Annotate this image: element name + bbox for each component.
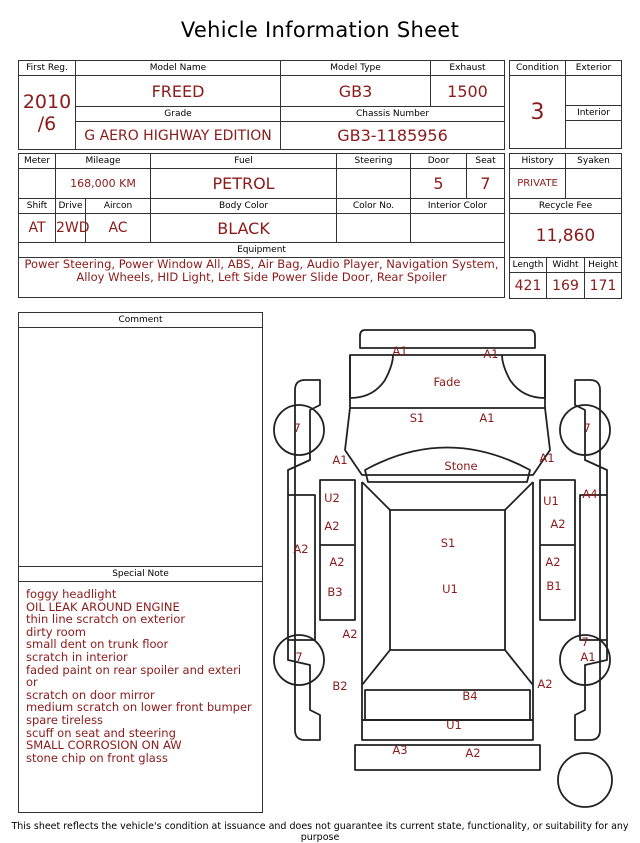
mark-windshield: Stone	[444, 459, 478, 473]
height-label: Height	[585, 258, 622, 273]
mark-wheel-rear-left: 7	[295, 650, 303, 664]
condition-table	[509, 60, 622, 149]
fuel-label: Fuel	[151, 154, 337, 169]
mark-rear-bumper-left: A3	[392, 743, 408, 757]
door-label: Door	[411, 154, 467, 169]
note-item: dirty room	[26, 624, 86, 639]
interior-label: Interior	[566, 106, 622, 121]
first-reg-month: /6	[37, 112, 57, 135]
history-value: PRIVATE	[510, 169, 566, 199]
first-reg-year: 2010	[22, 90, 72, 113]
note-item: stone chip on front glass	[26, 750, 168, 765]
mark-rear-glass: B4	[462, 689, 478, 703]
comment-box	[18, 312, 263, 567]
rear-glass-outline	[365, 690, 530, 720]
model-type-value: GB3	[281, 76, 431, 107]
width-value: 169	[547, 273, 585, 299]
syaken-value	[566, 169, 622, 199]
mark-tailgate: U1	[446, 718, 462, 732]
interior-color-label: Interior Color	[411, 199, 505, 214]
headlight-left-outline	[350, 355, 393, 398]
note-item: foggy headlight	[26, 587, 117, 601]
page-title: Vehicle Information Sheet	[180, 18, 460, 42]
door-value: 5	[411, 169, 467, 199]
mark-hood: Fade	[433, 375, 461, 389]
recycle-fee-value: 11,860	[510, 214, 622, 258]
rear-pillar-left-outline	[362, 650, 390, 685]
mark-wheel-front-left: 7	[293, 421, 301, 435]
note-item: scratch on door mirror	[26, 687, 155, 702]
mark-rocker-right: A4	[582, 487, 598, 501]
right-rocker-outline	[580, 495, 607, 640]
exterior-label: Exterior	[566, 61, 622, 76]
mark-rear-door-right-1: A2	[545, 555, 561, 569]
grade-value: G AERO HIGHWAY EDITION	[76, 122, 281, 150]
chassis-number-value: GB3-1185956	[281, 122, 505, 150]
note-item: medium scratch on lower front bumper	[26, 700, 252, 715]
a-pillar-left-outline	[362, 482, 390, 510]
mark-front-bumper-left: A1	[392, 344, 408, 358]
history-table	[509, 153, 622, 299]
color-no-value	[337, 214, 411, 243]
mark-rear-door-left-1: A2	[329, 555, 345, 569]
comment-label: Comment	[19, 313, 262, 328]
rear-pillar-right-outline	[505, 650, 533, 685]
model-type-label: Model Type	[281, 61, 431, 76]
mark-front-door-right-1: U1	[543, 494, 559, 508]
steering-value	[337, 169, 411, 199]
spare-wheel-outline	[558, 753, 612, 807]
meter-label: Meter	[19, 154, 56, 169]
height-value: 171	[585, 273, 622, 299]
seat-label: Seat	[467, 154, 505, 169]
mark-wheel-rear-right: 7	[581, 635, 589, 649]
front-bumper-outline	[360, 330, 535, 348]
steering-label: Steering	[337, 154, 411, 169]
mark-rear-door-left-2: B3	[327, 585, 343, 599]
mark-front-door-left-1: U2	[324, 491, 340, 505]
mark-front-fender-right: A1	[479, 411, 495, 425]
color-no-label: Color No.	[337, 199, 411, 214]
length-label: Length	[510, 258, 547, 273]
aircon-label: Aircon	[86, 199, 151, 214]
mark-front-door-right-2: A2	[550, 517, 566, 531]
seat-value: 7	[467, 169, 505, 199]
body-outline	[362, 482, 533, 720]
special-notes-list	[26, 588, 252, 764]
a-pillar-right-outline	[505, 482, 533, 510]
note-item: or	[26, 675, 38, 690]
mileage-label: Mileage	[56, 154, 151, 169]
aircon-value: AC	[86, 214, 151, 243]
exhaust-value: 1500	[431, 76, 505, 107]
mark-pillar-left: A1	[332, 453, 348, 467]
mark-rear-door-right-2: B1	[546, 579, 562, 593]
note-item: OIL LEAK AROUND ENGINE	[26, 599, 180, 614]
note-item: small dent on trunk floor	[26, 637, 169, 652]
drive-label: Drive	[56, 199, 86, 214]
drive-value: 2WD	[56, 214, 86, 243]
syaken-label: Syaken	[566, 154, 622, 169]
rear-bumper-outline	[355, 745, 540, 770]
first-reg-value	[19, 76, 76, 150]
grade-label: Grade	[76, 107, 281, 122]
roof-outline	[390, 510, 505, 650]
condition-label: Condition	[510, 61, 566, 76]
body-color-label: Body Color	[151, 199, 337, 214]
recycle-fee-label: Recycle Fee	[510, 199, 622, 214]
mark-rocker-left: A2	[293, 542, 309, 556]
body-color-value: BLACK	[151, 214, 337, 243]
note-item: thin line scratch on exterior	[26, 612, 186, 627]
car-damage-diagram	[265, 320, 625, 815]
model-name-label: Model Name	[76, 61, 281, 76]
shift-label: Shift	[19, 199, 56, 214]
first-reg-label: First Reg.	[19, 61, 76, 76]
mark-rear-quarter-left: B2	[332, 679, 348, 693]
specs-table	[18, 153, 505, 298]
headlight-right-outline	[502, 355, 545, 398]
interior-color-value	[411, 214, 505, 243]
left-rocker-outline	[288, 495, 315, 640]
mark-wheel-rear-right-damage: A1	[580, 650, 596, 664]
mark-front-bumper-right: A1	[483, 347, 499, 361]
shift-value: AT	[19, 214, 56, 243]
condition-value: 3	[510, 76, 566, 149]
mark-wheel-front-right: 7	[583, 421, 591, 435]
chassis-number-label: Chassis Number	[281, 107, 505, 122]
mark-roof-2: U1	[442, 582, 458, 596]
length-value: 421	[510, 273, 547, 299]
history-label: History	[510, 154, 566, 169]
note-item: faded paint on rear spoiler and exteri	[26, 662, 242, 677]
special-note-label: Special Note	[19, 567, 262, 582]
mark-rear-quarter-right: A2	[537, 677, 553, 691]
note-item: spare tireless	[26, 712, 104, 727]
registration-table	[18, 60, 505, 150]
meter-value	[19, 169, 56, 199]
fuel-value: PETROL	[151, 169, 337, 199]
mark-rear-bumper-right: A2	[465, 746, 481, 760]
note-item: scuff on seat and steering	[26, 725, 176, 740]
mark-quarter-left: A2	[342, 627, 358, 641]
disclaimer-footer: This sheet reflects the vehicle's condition at issuance and does not guarantee its current state, functionality, or suitability for any purpose	[11, 821, 629, 843]
equipment-value: Power Steering, Power Window All, ABS, Air Bag, Audio Player, Navigation System, Alloy Wheels, HID Light, Left Side Power Slide Door, Rear Spoiler	[19, 258, 505, 298]
exterior-value	[566, 76, 622, 106]
exhaust-label: Exhaust	[431, 61, 505, 76]
model-name-value: FREED	[76, 76, 281, 107]
mark-roof-1: S1	[440, 536, 456, 550]
mark-front-fender-left: S1	[409, 411, 425, 425]
mark-front-door-left-2: A2	[324, 519, 340, 533]
width-label: Widht	[547, 258, 585, 273]
mark-pillar-right: A1	[539, 451, 555, 465]
mileage-value: 168,000 KM	[56, 169, 151, 199]
interior-value	[566, 121, 622, 149]
equipment-label: Equipment	[19, 243, 505, 258]
note-item: scratch in interior	[26, 649, 128, 664]
note-item: SMALL CORROSION ON AW	[26, 738, 182, 753]
